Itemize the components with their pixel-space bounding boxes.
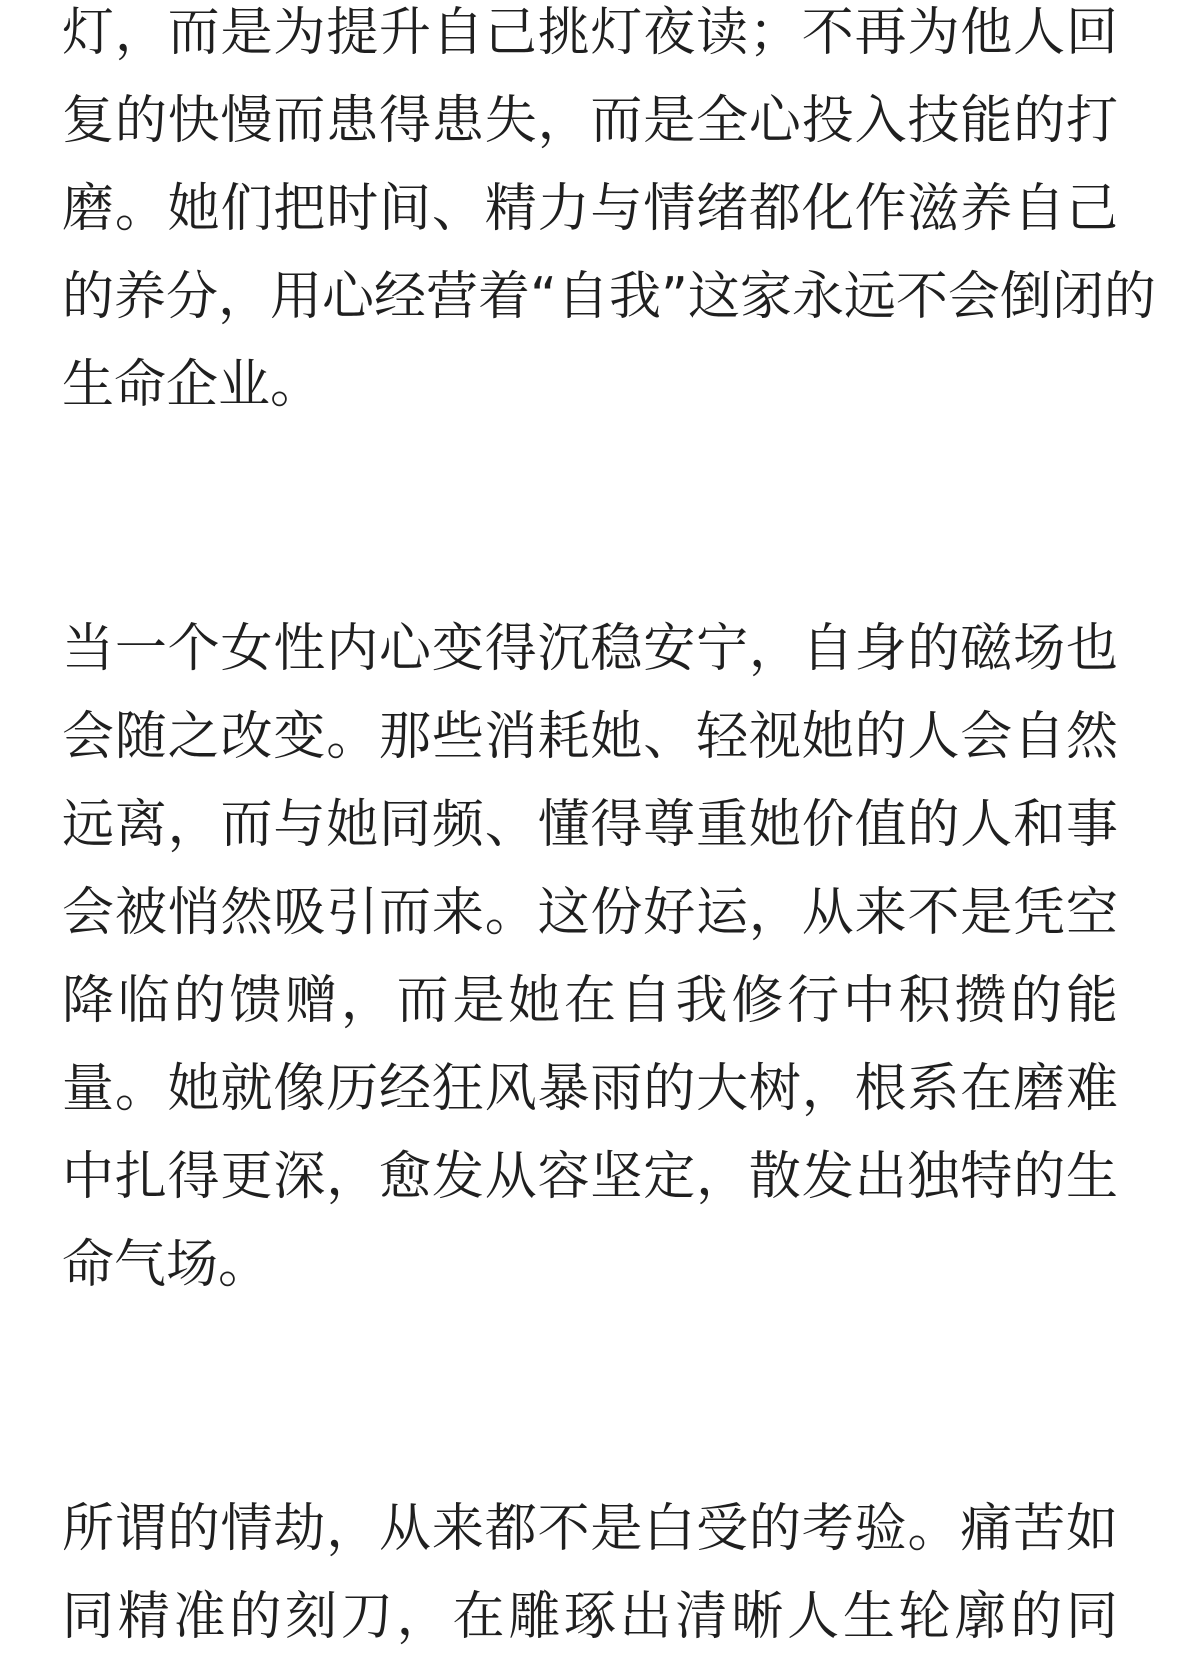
text-line: 降临的馈赠，而是她在自我修行中积攒的能 xyxy=(62,971,1118,1031)
paragraph-3 xyxy=(62,1485,1118,1661)
paragraph-spacer xyxy=(62,517,1118,605)
paragraph-1 xyxy=(62,0,1156,429)
text-line: 灯，而是为提升自己挑灯夜读；不再为他人回 xyxy=(62,3,1118,63)
text-line: 命气场。 xyxy=(62,1235,271,1295)
paragraph-2 xyxy=(62,605,1118,1309)
text-line: 会随之改变。那些消耗她、轻视她的人会自然 xyxy=(62,707,1118,767)
text-line: 磨。她们把时间、精力与情绪都化作滋养自己 xyxy=(62,179,1118,239)
text-line: 中扎得更深，愈发从容坚定，散发出独特的生 xyxy=(62,1147,1118,1207)
text-line: 远离，而与她同频、懂得尊重她价值的人和事 xyxy=(62,795,1118,855)
text-line: 当一个女性内心变得沉稳安宁，自身的磁场也 xyxy=(62,619,1118,679)
text-line: 的养分，用心经营着“自我”这家永远不会倒闭的 xyxy=(62,267,1156,327)
paragraph-spacer xyxy=(62,1397,1118,1485)
text-line: 生命企业。 xyxy=(62,355,323,415)
text-line: 会被悄然吸引而来。这份好运，从来不是凭空 xyxy=(62,883,1118,943)
text-line: 复的快慢而患得患失，而是全心投入技能的打 xyxy=(62,91,1118,151)
text-line: 量。她就像历经狂风暴雨的大树，根系在磨难 xyxy=(62,1059,1118,1119)
text-line: 同精准的刻刀，在雕琢出清晰人生轮廓的同 xyxy=(62,1587,1118,1647)
article-body xyxy=(62,0,1156,1661)
paragraph-spacer xyxy=(62,1309,1118,1397)
paragraph-spacer xyxy=(62,429,1118,517)
text-line: 所谓的情劫，从来都不是白受的考验。痛苦如 xyxy=(62,1499,1118,1559)
